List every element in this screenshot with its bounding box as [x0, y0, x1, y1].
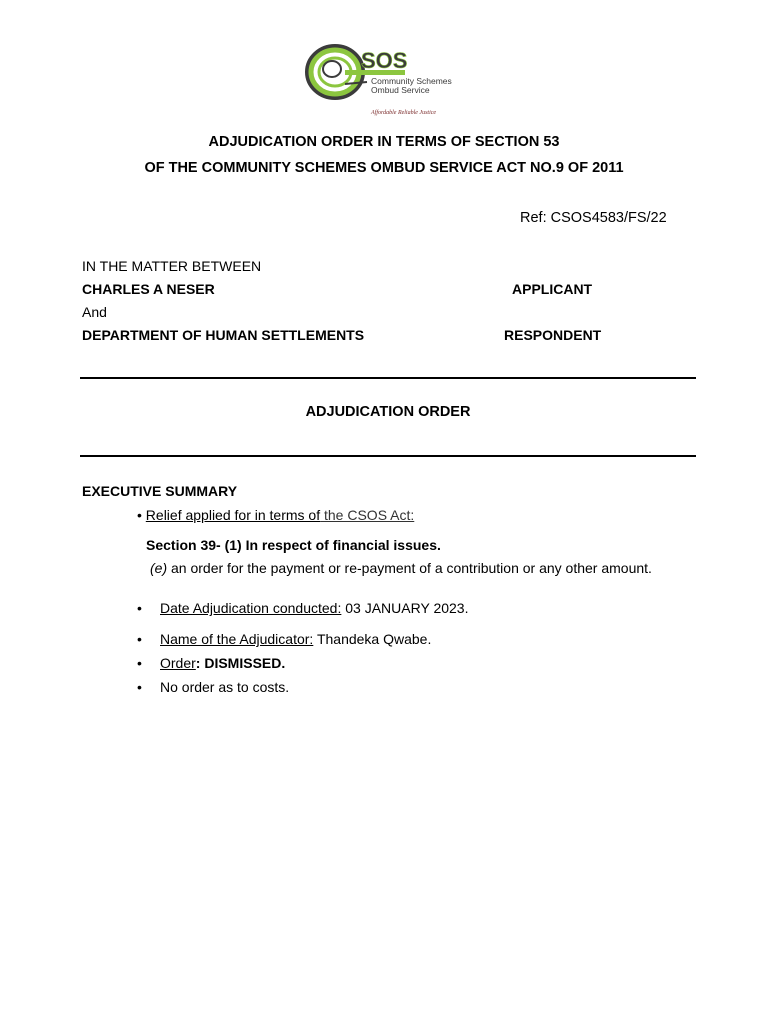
bullet-icon: • [137, 631, 142, 647]
applicant-name: CHARLES A NESER [82, 281, 215, 297]
adjudicator-value: Thandeka Qwabe. [313, 631, 432, 647]
order-label: Order [160, 655, 196, 671]
relief-act: the CSOS Act: [320, 507, 415, 523]
bullet-icon: • [137, 507, 142, 523]
reference-number: Ref: CSOS4583/FS/22 [520, 210, 667, 226]
logo-text: SOS [361, 48, 408, 73]
date-label: Date Adjudication conducted: [160, 600, 342, 616]
applicant-role: APPLICANT [512, 281, 593, 297]
date-value: 03 JANUARY 2023. [341, 600, 469, 616]
conjunction: And [82, 304, 107, 320]
order-item [160, 655, 285, 671]
logo-tagline: Affordable Reliable Justice [371, 110, 437, 116]
divider-bottom [80, 455, 696, 457]
order-title: ADJUDICATION ORDER [305, 404, 471, 420]
section-heading: Section 39- (1) In respect of financial issues. [146, 537, 441, 553]
order-value: : DISMISSED. [195, 655, 286, 671]
relief-label: Relief applied for in terms of [145, 507, 321, 523]
bullet-icon: • [137, 679, 142, 695]
relief-item [137, 507, 414, 523]
heading-line2: OF THE COMMUNITY SCHEMES OMBUD SERVICE ACT NO.9 OF 2011 [144, 160, 624, 176]
matter-intro: IN THE MATTER BETWEEN [82, 258, 262, 274]
csos-logo [305, 44, 470, 120]
clause-letter: (e) [150, 560, 168, 576]
summary-title: EXECUTIVE SUMMARY [82, 483, 238, 499]
adjudicator-label: Name of the Adjudicator: [160, 631, 314, 647]
respondent-name: DEPARTMENT OF HUMAN SETTLEMENTS [82, 327, 365, 343]
bullet-icon: • [137, 600, 142, 616]
clause-e [150, 560, 652, 576]
costs-item: No order as to costs. [160, 679, 290, 695]
adjudicator-item [160, 631, 431, 647]
bullet-icon: • [137, 655, 142, 671]
divider-top [80, 377, 696, 379]
respondent-role: RESPONDENT [504, 327, 602, 343]
date-item [160, 600, 468, 616]
logo-line2: Ombud Service [371, 85, 430, 95]
clause-text: an order for the payment or re-payment of a contribution or any other amount. [167, 560, 652, 576]
heading-line1: ADJUDICATION ORDER IN TERMS OF SECTION 53 [208, 134, 560, 150]
logo-line1: Community Schemes [371, 76, 452, 86]
